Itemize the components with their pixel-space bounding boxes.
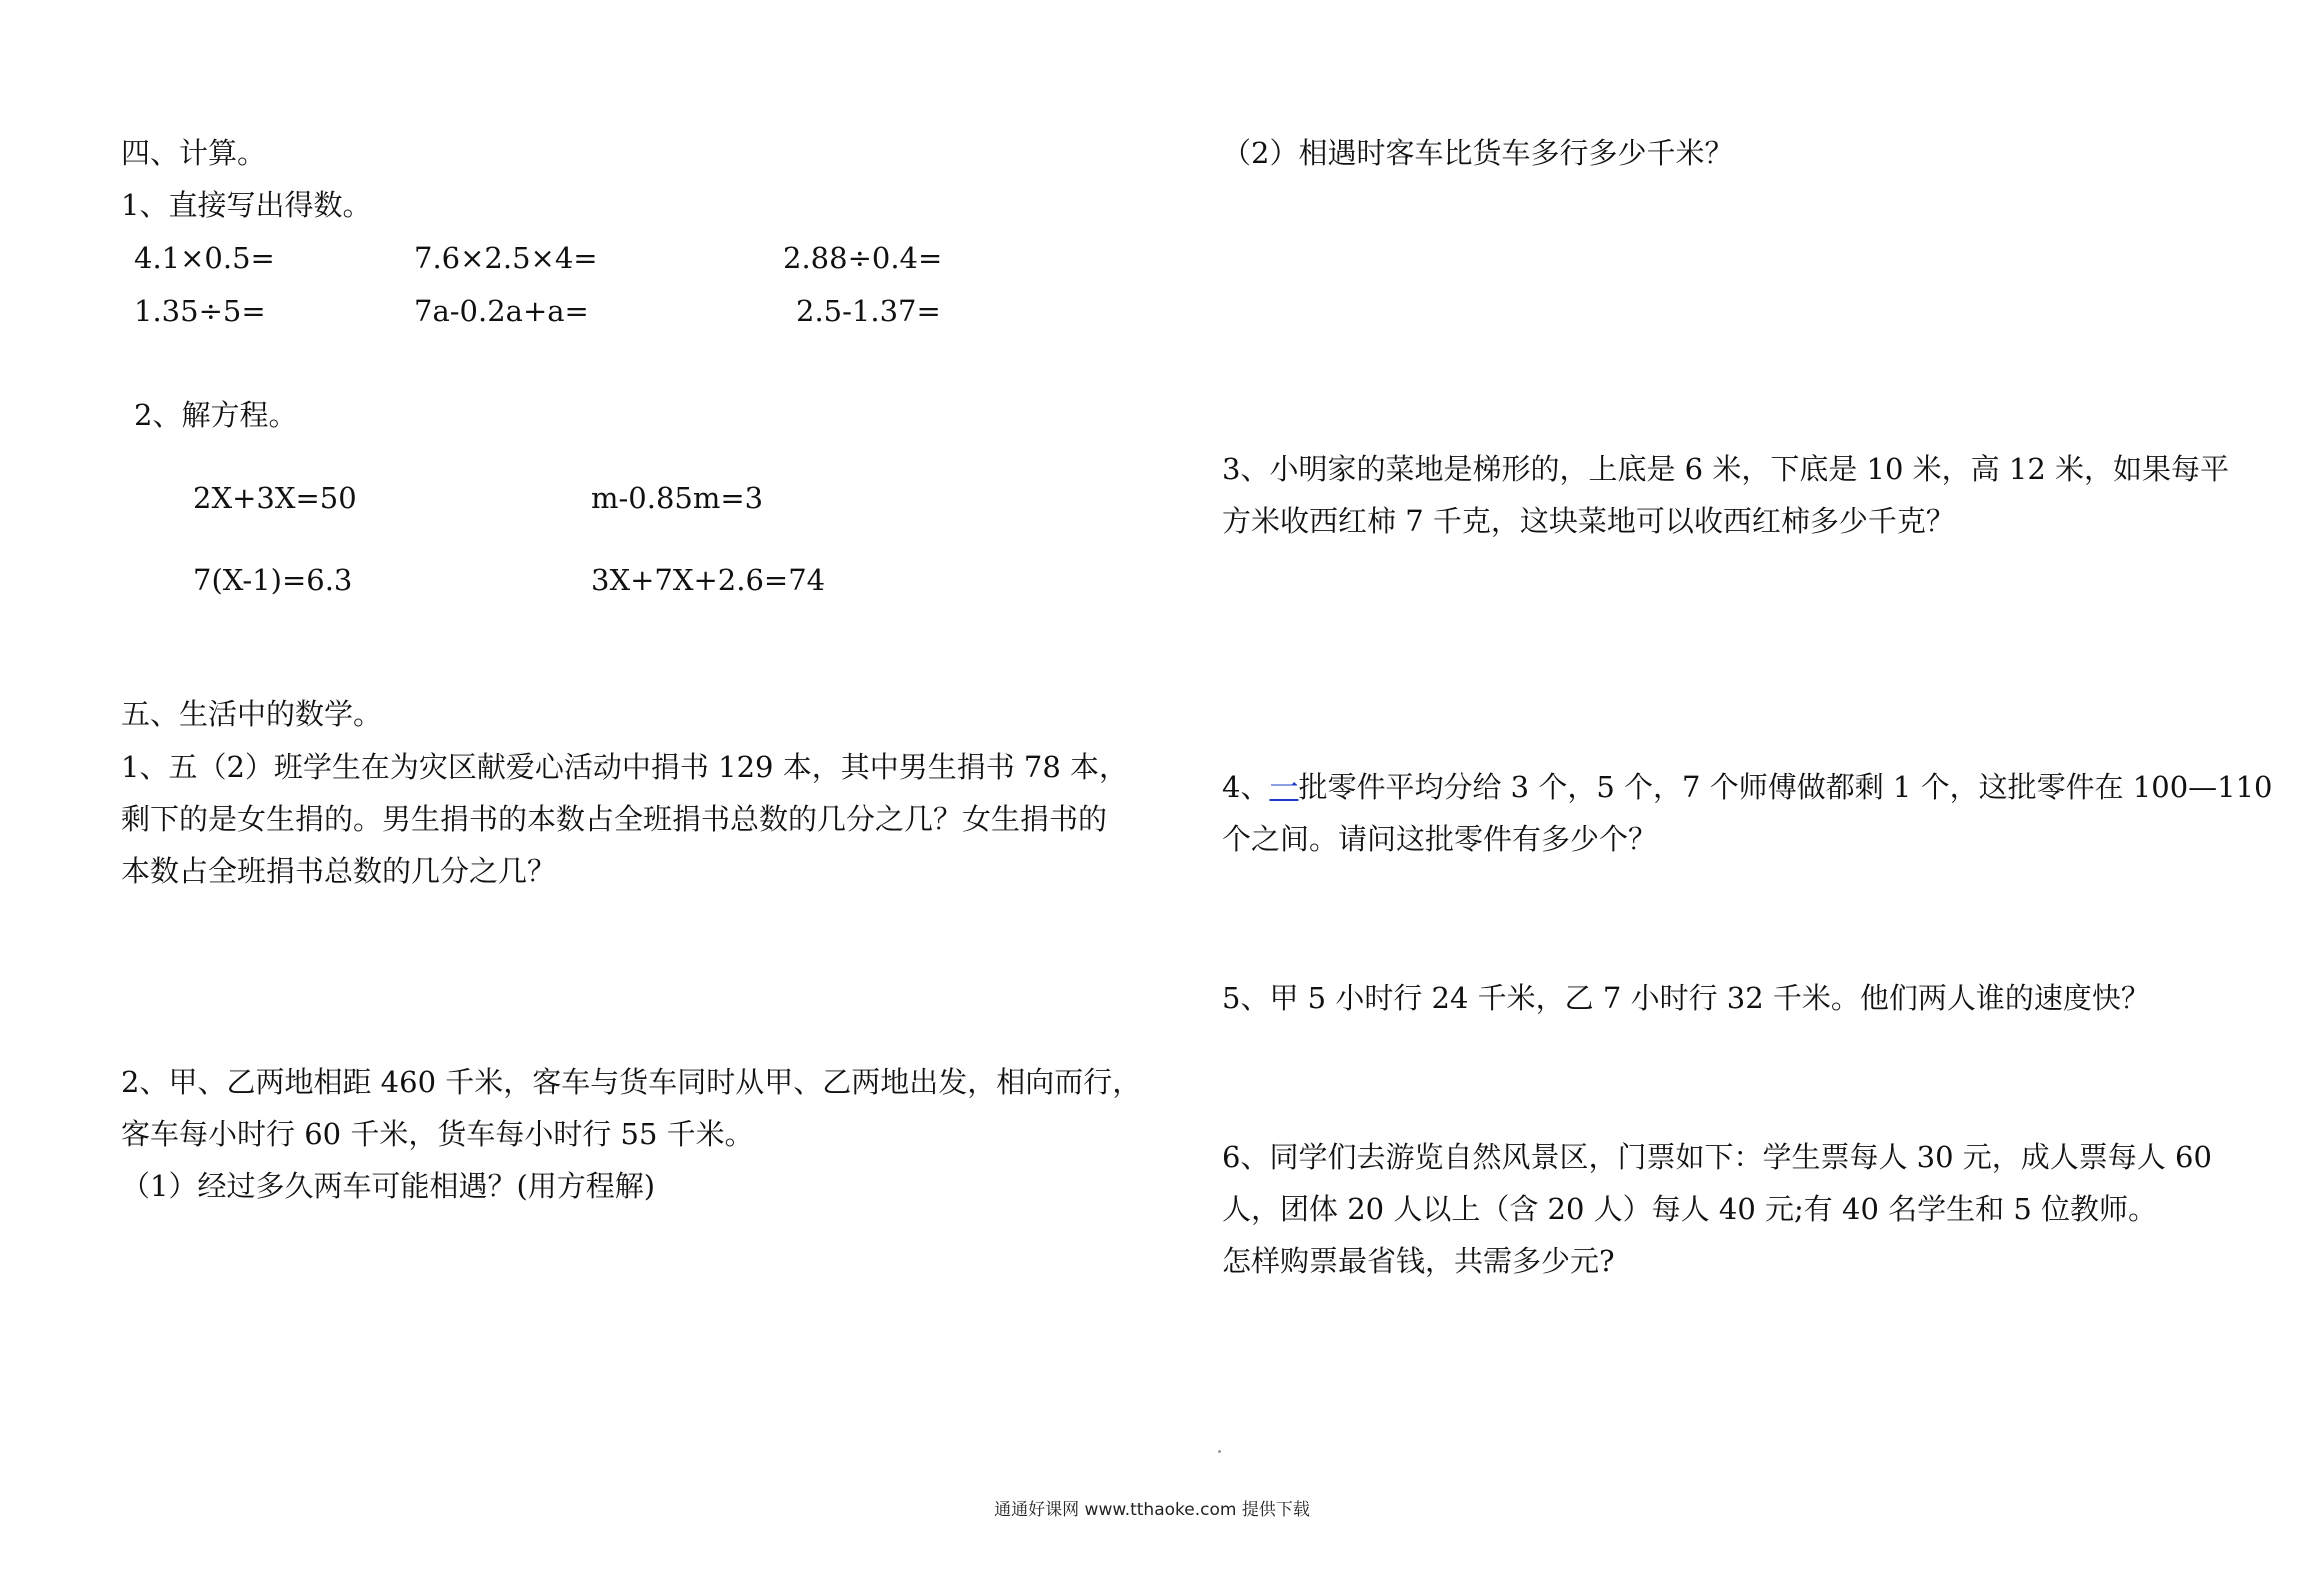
problem-2-line: 客车每小时行 60 千米，货车每小时行 55 千米。 <box>121 1117 754 1151</box>
stray-dot <box>1218 1450 1221 1453</box>
problem-4-link[interactable]: 一 <box>1269 770 1299 804</box>
question-1-title: 1、直接写出得数。 <box>121 188 372 222</box>
problem-2-subquestion-2: （2）相遇时客车比货车多行多少千米？ <box>1222 136 1734 170</box>
problem-1-line: 剩下的是女生捐的。男生捐书的本数占全班捐书总数的几分之几？女生捐书的 <box>121 802 1108 836</box>
problem-1-line: 1、五（2）班学生在为灾区献爱心活动中捐书 129 本，其中男生捐书 78 本， <box>121 750 1129 784</box>
question-2-title: 2、解方程。 <box>134 398 298 432</box>
problem-6-line: 人，团体 20 人以上（含 20 人）每人 40 元;有 40 名学生和 5 位教师。 <box>1222 1192 2158 1226</box>
equation: 3X+7X+2.6=74 <box>591 563 826 597</box>
problem-1-line: 本数占全班捐书总数的几分之几？ <box>121 854 557 888</box>
problem-3-line: 3、小明家的菜地是梯形的，上底是 6 米，下底是 10 米，高 12 米，如果每平 <box>1222 452 2230 486</box>
calc-item: 4.1×0.5= <box>134 241 275 275</box>
problem-6-line: 6、同学们去游览自然风景区，门票如下：学生票每人 30 元，成人票每人 60 <box>1222 1140 2212 1174</box>
footer-source-text: 通通好课网 www.tthaoke.com 提供下载 <box>994 1500 1310 1520</box>
equation: m-0.85m=3 <box>591 481 764 515</box>
problem-3-line: 方米收西红柿 7 千克，这块菜地可以收西红柿多少千克？ <box>1222 504 1955 538</box>
section-5-title: 五、生活中的数学。 <box>121 697 383 731</box>
problem-4-line-1 <box>1222 769 2273 805</box>
problem-4-line-2: 个之间。请问这批零件有多少个？ <box>1222 822 1658 856</box>
section-4-title: 四、计算。 <box>121 136 267 170</box>
problem-6-line: 怎样购票最省钱，共需多少元? <box>1222 1244 1615 1278</box>
calc-item: 7.6×2.5×4= <box>414 241 598 275</box>
problem-4-number: 4、 <box>1222 770 1270 804</box>
equation: 7(X-1)=6.3 <box>193 563 353 597</box>
problem-5-line: 5、甲 5 小时行 24 千米，乙 7 小时行 32 千米。他们两人谁的速度快？ <box>1222 981 2150 1015</box>
equation: 2X+3X=50 <box>193 481 357 515</box>
problem-2-line: 2、甲、乙两地相距 460 千米，客车与货车同时从甲、乙两地出发，相向而行， <box>121 1065 1142 1099</box>
problem-2-line: （1）经过多久两车可能相遇？(用方程解) <box>121 1169 656 1203</box>
calc-item: 2.88÷0.4= <box>783 241 943 275</box>
calc-item: 1.35÷5= <box>134 294 266 328</box>
calc-item: 7a-0.2a+a= <box>414 294 589 328</box>
calc-item: 2.5-1.37= <box>796 294 941 328</box>
problem-4-text: 批零件平均分给 3 个，5 个，7 个师傅做都剩 1 个，这批零件在 100—110 <box>1298 770 2273 804</box>
